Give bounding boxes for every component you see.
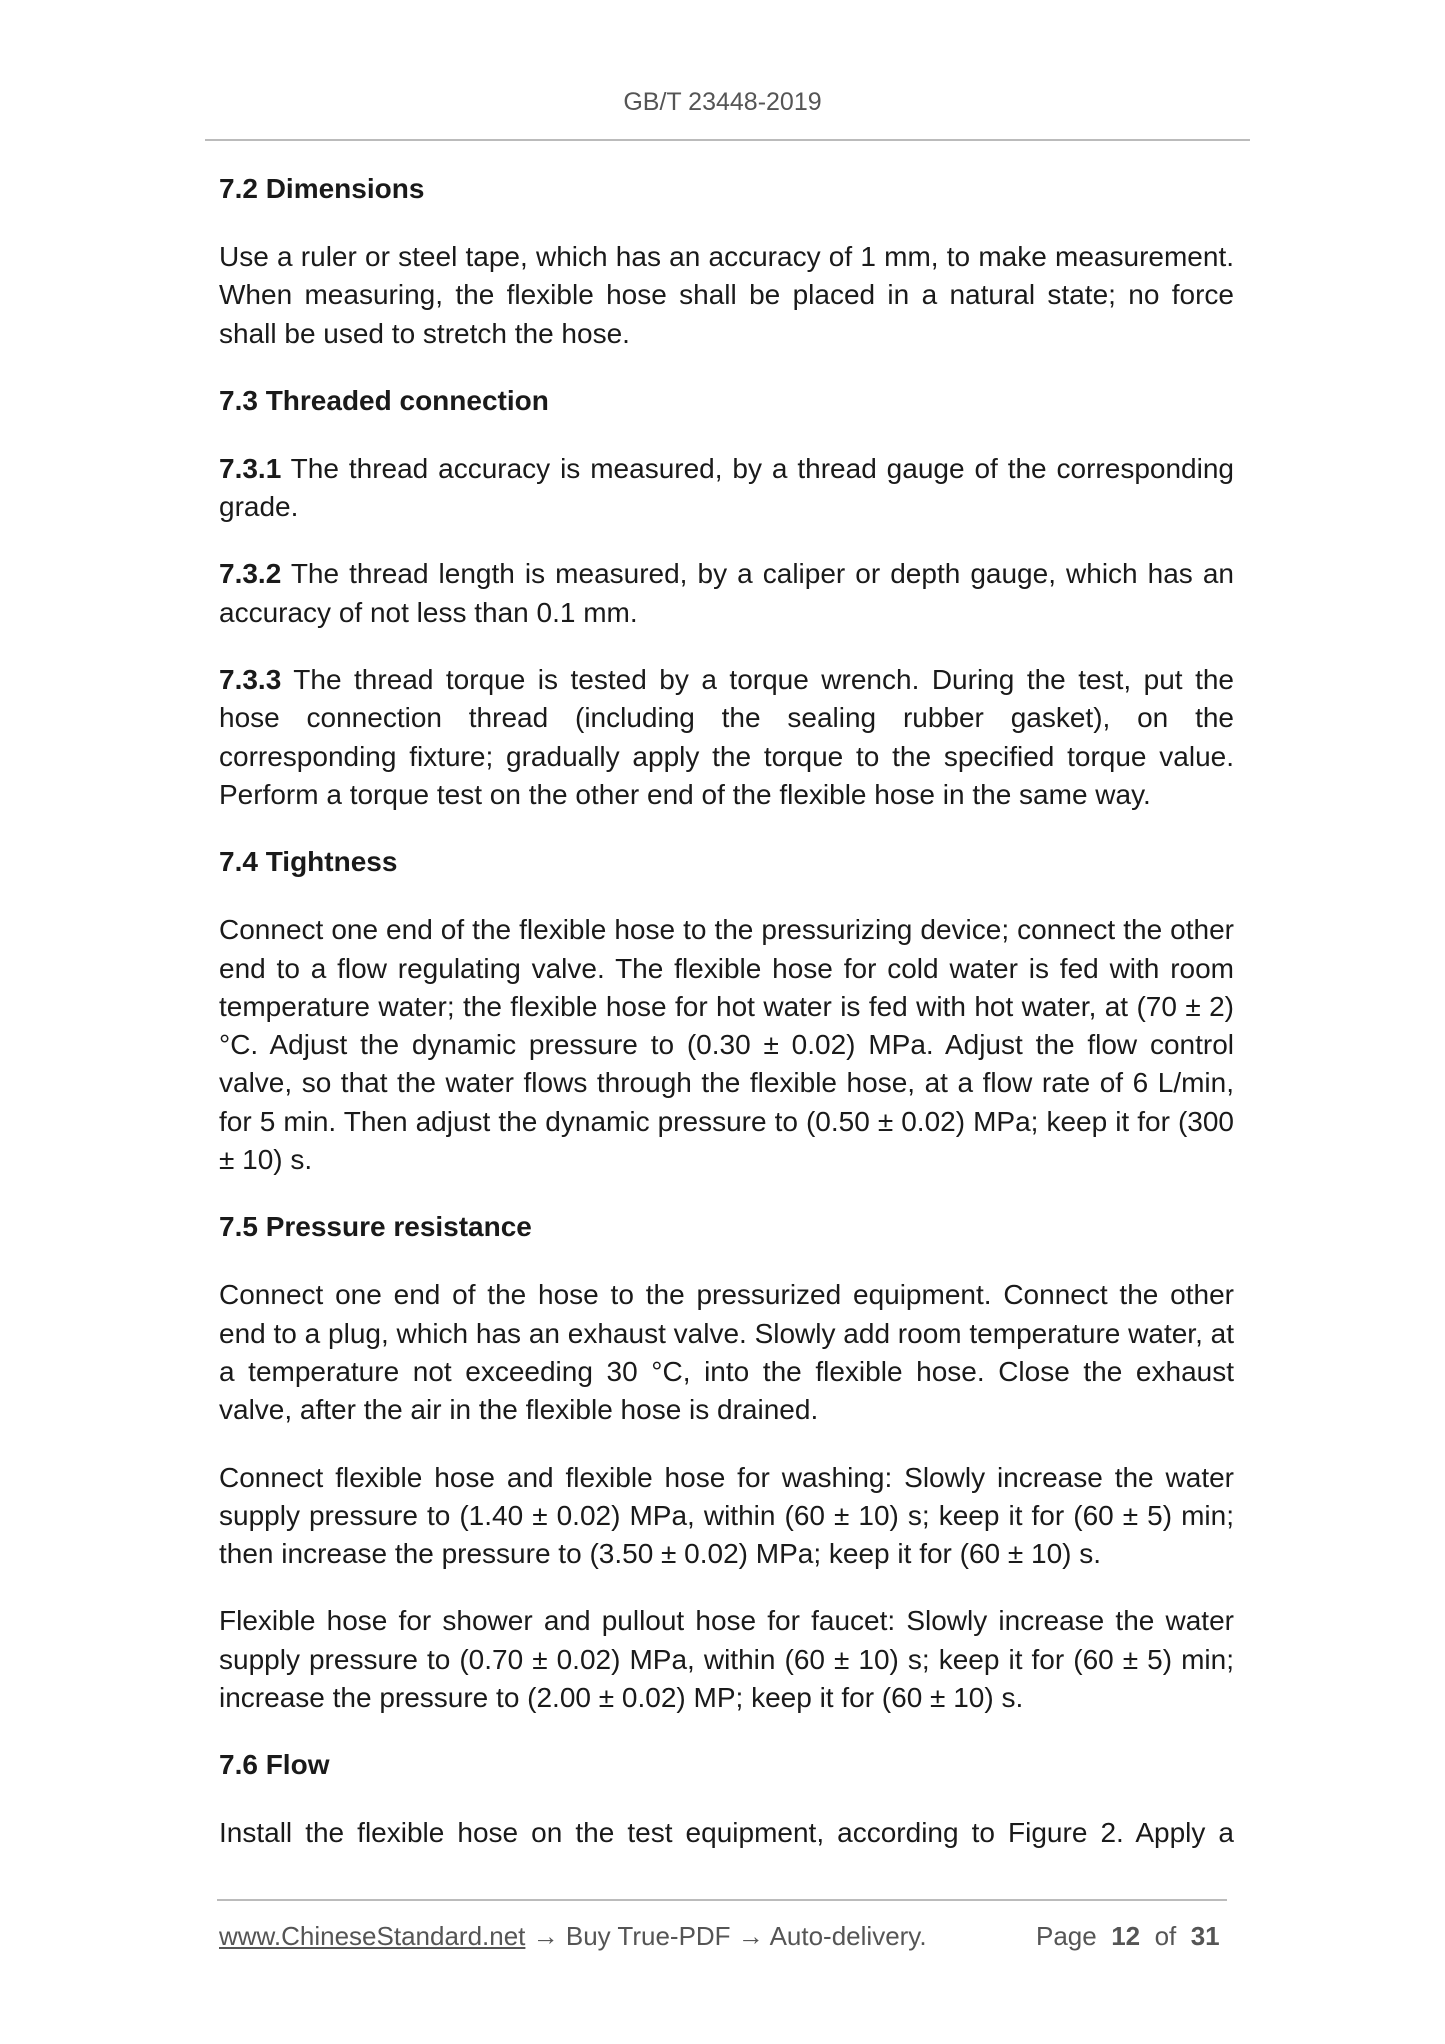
document-body	[219, 170, 1234, 1853]
section-heading-7-6: 7.6 Flow	[219, 1749, 330, 1781]
paragraph-text: The thread length is measured, by a caliper or depth gauge, which has an accuracy of not less than 0.1 mm.	[219, 558, 1234, 628]
paragraph-7-5-c	[219, 1602, 1234, 1717]
paragraph-text: Connect flexible hose and flexible hose for washing: Slowly increase the water supply pressure to (1.40 ± 0.02) MPa, within (60 ± 10) s; keep it for (60 ± 5) min; then increase the pressure to (3.50 ± 0.02) MPa; keep it for (60 ± 10) s.	[219, 1461, 1234, 1570]
page-footer	[219, 1921, 1229, 1952]
section-heading-7-3: 7.3 Threaded connection	[219, 384, 549, 416]
header-divider	[205, 139, 1250, 141]
page-number: 12	[1111, 1921, 1141, 1951]
section-heading-7-5: 7.5 Pressure resistance	[219, 1211, 532, 1243]
section-heading-7-4: 7.4 Tightness	[219, 846, 398, 878]
clause-number: 7.3.3	[219, 664, 282, 696]
paragraph-7-6	[219, 1814, 1234, 1852]
paragraph-7-5-b	[219, 1459, 1234, 1574]
paragraph-text: Use a ruler or steel tape, which has an accuracy of 1 mm, to make measurement. When measuring, the flexible hose shall be placed in a natural state; no force shall be used to stretch the hose.	[219, 241, 1234, 349]
footer-divider	[217, 1899, 1227, 1901]
paragraph-text: The thread torque is tested by a torque wrench. During the test, put the hose connection thread (including the sealing rubber gasket), on the corresponding fixture; gradually apply the torque to the specified torque value. Perform a torque test on the other end of the flexible hose in the same way.	[219, 664, 1234, 810]
paragraph-text: Flexible hose for shower and pullout hose for faucet: Slowly increase the water supply pressure to (0.70 ± 0.02) MPa, within (60 ± 10) s; keep it for (60 ± 5) min; increase the pressure to (2.00 ± 0.02) MP; keep it for (60 ± 10) s.	[219, 1605, 1234, 1714]
total-pages: 31	[1190, 1921, 1220, 1951]
document-id-header: GB/T 23448-2019	[623, 88, 822, 116]
paragraph-text: Connect one end of the hose to the pressurized equipment. Connect the other end to a plug, which has an exhaust valve. Slowly add room temperature water, at a temperature not exceeding 30 °C, into the flexible hose. Close the exhaust valve, after the air in the flexible hose is drained.	[219, 1279, 1234, 1426]
paragraph-text: Install the flexible hose on the test equipment, according to Figure 2. Apply a	[219, 1817, 1234, 1849]
paragraph-7-3-3	[219, 661, 1234, 814]
section-heading-7-2: 7.2 Dimensions	[219, 173, 425, 204]
footer-tagline: → Buy True-PDF → Auto-delivery.	[525, 1921, 927, 1951]
paragraph-7-2	[219, 238, 1234, 353]
clause-number: 7.3.1	[219, 452, 282, 484]
paragraph-7-3-1	[219, 450, 1234, 527]
page-indicator	[1036, 1921, 1220, 1952]
website-link[interactable]: www.ChineseStandard.net	[219, 1921, 526, 1951]
paragraph-7-4	[219, 911, 1234, 1179]
paragraph-7-3-2	[219, 555, 1234, 632]
page-label: Page	[1036, 1921, 1097, 1951]
paragraph-7-5-a	[219, 1276, 1234, 1429]
paragraph-text: The thread accuracy is measured, by a thread gauge of the corresponding grade.	[219, 452, 1234, 523]
clause-number: 7.3.2	[219, 558, 282, 590]
of-label: of	[1154, 1921, 1177, 1951]
paragraph-text: Connect one end of the flexible hose to the pressurizing device; connect the other end to a flow regulating valve. The flexible hose for cold water is fed with room temperature water; the flexible hose for hot water is fed with hot water, at (70 ± 2) °C. Adjust the dynamic pressure to (0.30 ± 0.02) MPa. Adjust the flow control valve, so that the water flows through the flexible hose, at a flow rate of 6 L/min, for 5 min. Then adjust the dynamic pressure to (0.50 ± 0.02) MPa; keep it for (300 ± 10) s.	[219, 914, 1234, 1176]
